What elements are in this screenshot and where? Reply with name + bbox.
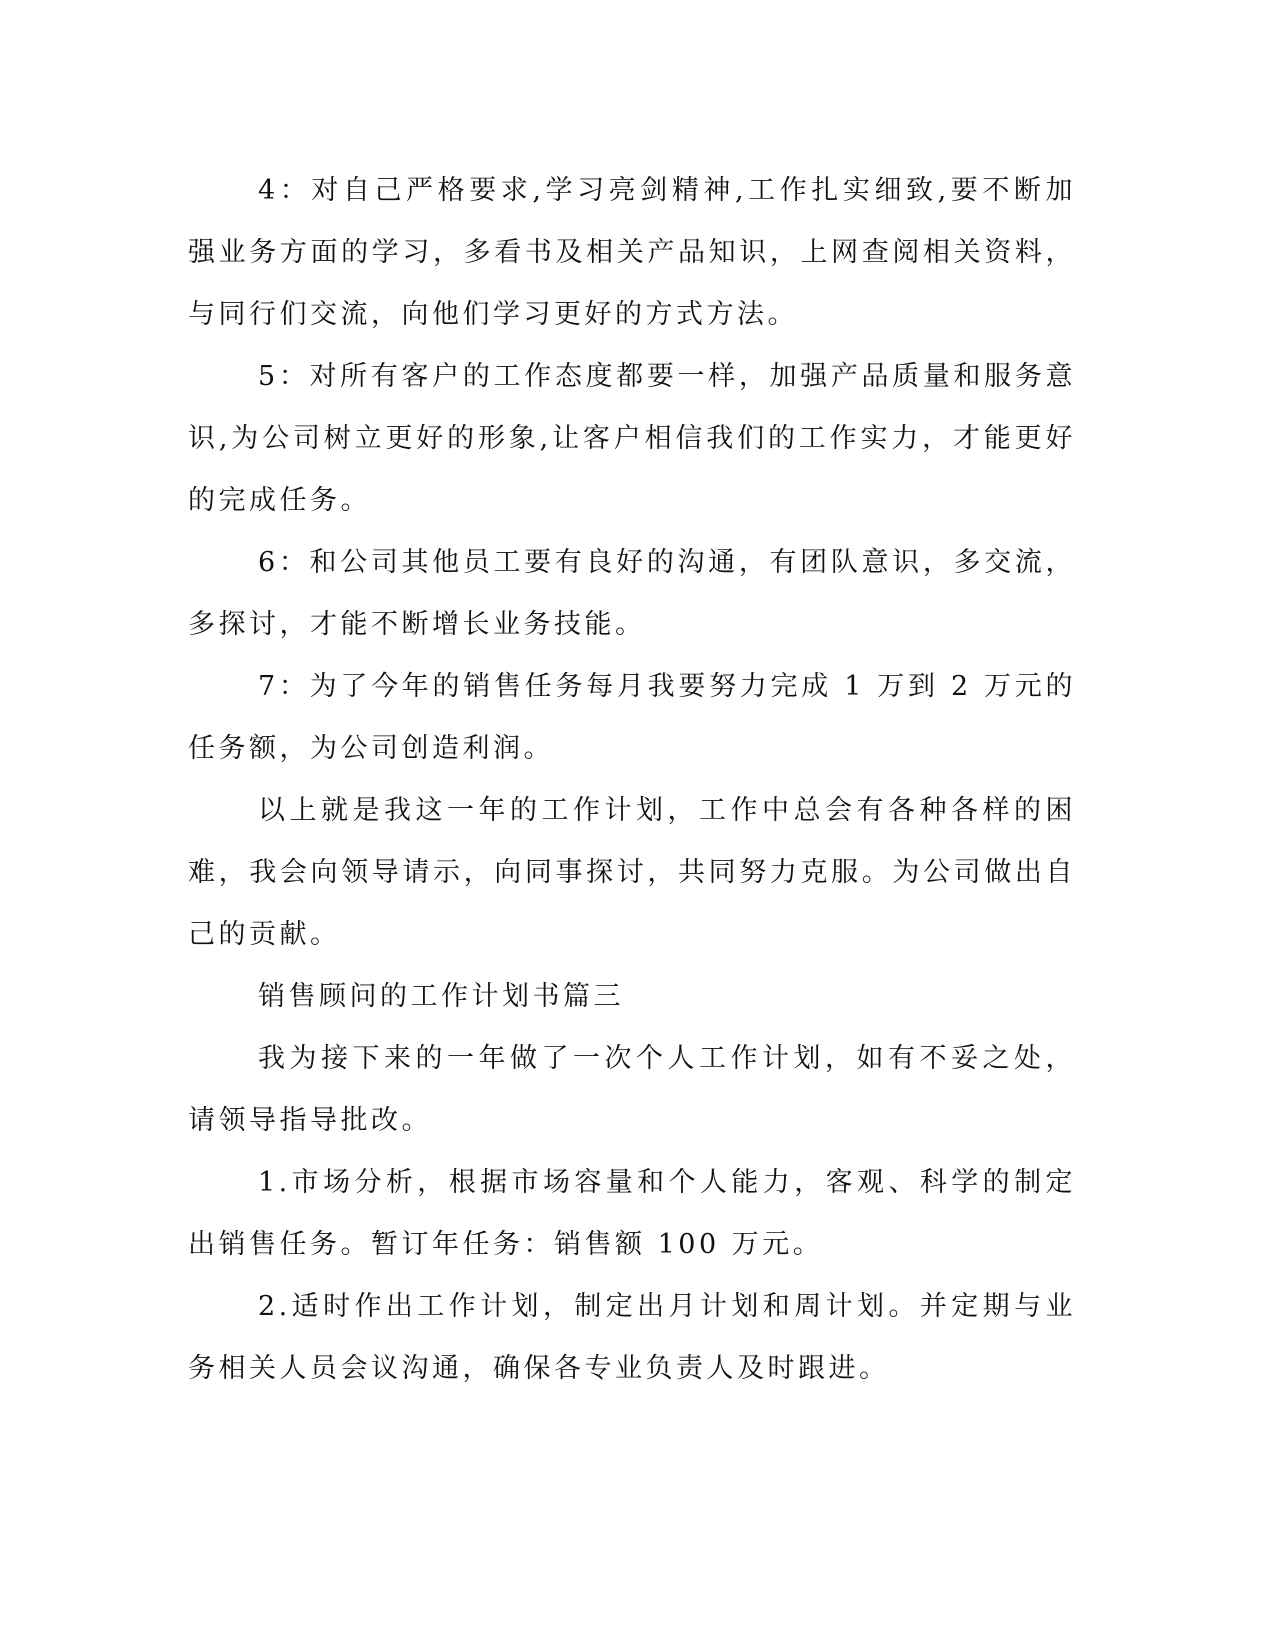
- document-body: [188, 160, 1076, 1400]
- paragraph-item-5: 5：对所有客户的工作态度都要一样，加强产品质量和服务意识,为公司树立更好的形象,让客户相信我们的工作实力，才能更好的完成任务。: [188, 361, 1076, 516]
- paragraph-intro: 我为接下来的一年做了一次个人工作计划，如有不妥之处，请领导指导批改。: [188, 1043, 1076, 1136]
- paragraph-item-6: 6：和公司其他员工要有良好的沟通，有团队意识，多交流，多探讨，才能不断增长业务技能。: [188, 547, 1076, 640]
- section-heading: 销售顾问的工作计划书篇三: [258, 981, 624, 1012]
- paragraph-summary: 以上就是我这一年的工作计划，工作中总会有各种各样的困难，我会向领导请示，向同事探讨，共同努力克服。为公司做出自己的贡献。: [188, 795, 1076, 950]
- paragraph-item-7: 7：为了今年的销售任务每月我要努力完成 1 万到 2 万元的任务额，为公司创造利润。: [188, 671, 1076, 764]
- paragraph-point-2: 2.适时作出工作计划，制定出月计划和周计划。并定期与业务相关人员会议沟通，确保各专业负责人及时跟进。: [188, 1291, 1076, 1384]
- paragraph-point-1: 1.市场分析，根据市场容量和个人能力，客观、科学的制定出销售任务。暂订年任务：销售额 100 万元。: [188, 1167, 1076, 1260]
- paragraph-item-4: 4：对自己严格要求,学习亮剑精神,工作扎实细致,要不断加强业务方面的学习，多看书及相关产品知识，上网查阅相关资料，与同行们交流，向他们学习更好的方式方法。: [188, 175, 1076, 330]
